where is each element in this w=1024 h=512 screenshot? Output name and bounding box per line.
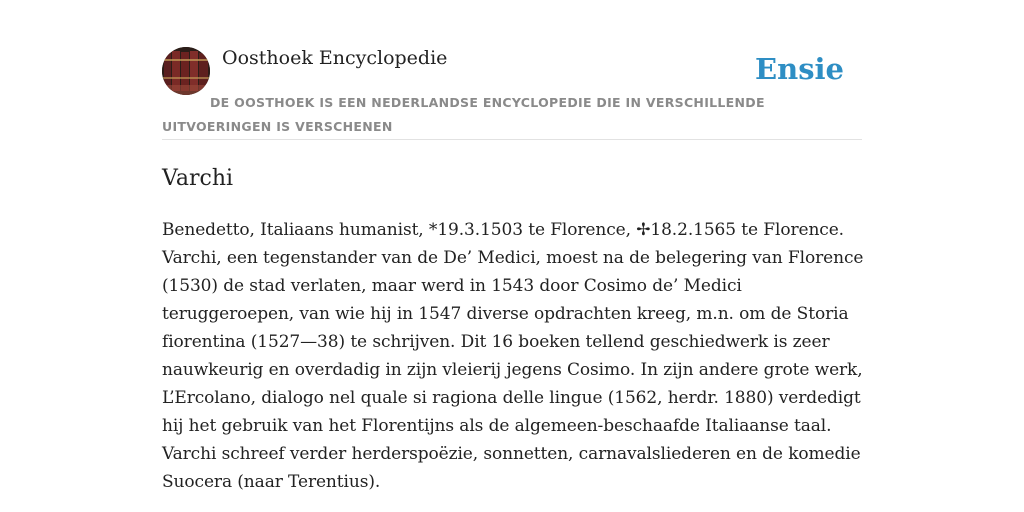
brand-logo[interactable]: Ensie bbox=[755, 52, 844, 86]
article-title: Varchi bbox=[162, 166, 234, 191]
site-tagline: DE OOSTHOEK IS EEN NEDERLANDSE ENCYCLOPEDIE DIE IN VERSCHILLENDE UITVOERINGEN IS VERSCHENEN bbox=[162, 95, 765, 134]
site-name[interactable]: Oosthoek Encyclopedie bbox=[222, 47, 448, 69]
header-divider bbox=[162, 139, 862, 140]
encyclopedia-avatar[interactable] bbox=[162, 47, 210, 95]
article-body: Benedetto, Italiaans humanist, *19.3.1503 te Florence, ✢18.2.1565 te Florence. Varchi, een tegenstander van de De’ Medici, moest na de belegering van Florence (1530) de stad verlaten, maar werd in 1543 door Cosimo de’ Medici teruggeroepen, van wie hij in 1547 diverse opdrachten kreeg, m.n. om de Storia fiorentina (1527—38) te schrijven. Dit 16 boeken tellend geschiedwerk is zeer nauwkeurig en overdadig in zijn vleierij jegens Cosimo. In zijn andere grote werk, L’Ercolano, dialogo nel quale si ragiona delle lingue (1562, herdr. 1880) verdedigt hij het gebruik van het Florentijns als de algemeen-beschaafde Italiaanse taal. Varchi schreef verder herderspoëzie, sonnetten, carnavalsliederen en de komedie Suocera (naar Terentius). bbox=[162, 220, 864, 492]
book-spines-icon bbox=[162, 47, 210, 95]
